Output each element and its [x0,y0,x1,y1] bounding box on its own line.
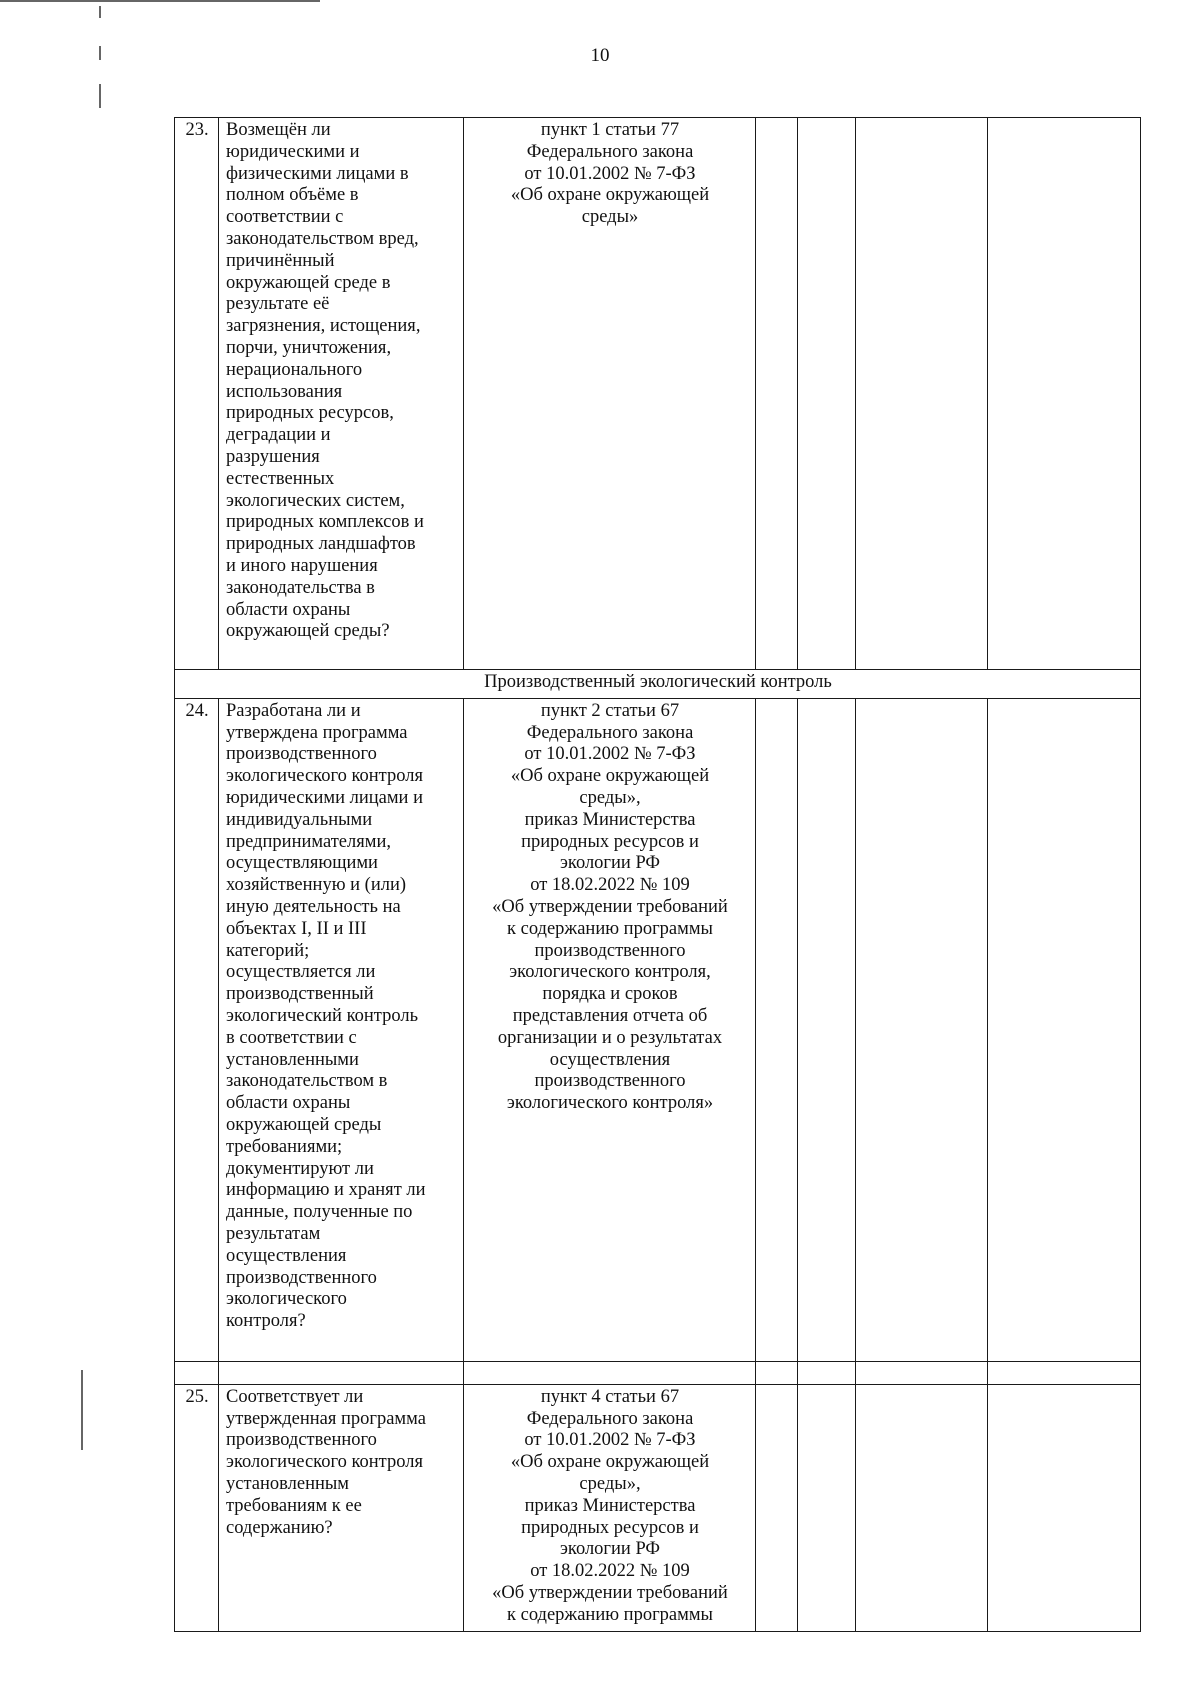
row-number: 24. [175,698,219,1361]
requirement-question: Соответствует ли утвержденная программа производственного экологического контроля установленным требованиям к ее содержанию? [219,1384,464,1631]
note-cell[interactable] [988,1384,1141,1631]
row-number: 23. [175,118,219,670]
legal-basis: пункт 2 статьи 67 Федерального закона от 10.01.2002 № 7-ФЗ «Об охране окружающей среды», приказ Министерства природных ресурсов и экологии РФ от 18.02.2022 № 109 «Об утверждении требований к содержанию программы производственного экологического контроля, порядка и сроков представления отчета об организации и о результатах осуществления производственного экологического контроля» [464,698,756,1361]
scan-artifact-top-line [0,0,320,2]
section-title: Производственный экологический контроль [175,670,1141,699]
table-row [175,1384,1141,1631]
answer-yes-cell[interactable] [756,1384,798,1631]
legal-basis: пункт 1 статьи 77 Федерального закона от 10.01.2002 № 7-ФЗ «Об охране окружающей среды» [464,118,756,670]
page-number: 10 [590,45,610,66]
table-row [175,118,1141,670]
scan-artifact-mark [99,6,101,18]
scan-artifact-mark [81,1370,83,1450]
row-number: 25. [175,1384,219,1631]
requirement-question: Возмещён ли юридическими и физическими лицами в полном объёме в соответствии с законодательством вред, причинённый окружающей среде в результате её загрязнения, истощения, порчи, уничтожения, нерационального использования природных ресурсов, деградации и разрушения естественных экологических систем, природных комплексов и природных ландшафтов и иного нарушения законодательства в области охраны окружающей среды? [219,118,464,670]
answer-no-cell[interactable] [798,118,856,670]
spacer-cell [856,1361,988,1384]
table-spacer-row [175,1361,1141,1384]
section-header-row [175,670,1141,699]
note-cell[interactable] [988,118,1141,670]
checklist-table [174,117,1141,1632]
requirement-question: Разработана ли и утверждена программа производственного экологического контроля юридическими лицами и индивидуальными предпринимателями, осуществляющими хозяйственную и (или) иную деятельность на объектах I, II и III категорий; осуществляется ли производственный экологический контроль в соответствии с установленными законодательством в области охраны окружающей среды требованиями; документируют ли информацию и хранят ли данные, полученные по результатам осуществления производственного экологического контроля? [219,698,464,1361]
note-cell[interactable] [988,698,1141,1361]
answer-not-applicable-cell[interactable] [856,698,988,1361]
answer-not-applicable-cell[interactable] [856,1384,988,1631]
spacer-cell [175,1361,219,1384]
answer-yes-cell[interactable] [756,698,798,1361]
answer-no-cell[interactable] [798,1384,856,1631]
spacer-cell [988,1361,1141,1384]
scan-artifact-mark [99,84,101,108]
spacer-cell [219,1361,464,1384]
answer-no-cell[interactable] [798,698,856,1361]
answer-yes-cell[interactable] [756,118,798,670]
legal-basis: пункт 4 статьи 67 Федерального закона от 10.01.2002 № 7-ФЗ «Об охране окружающей среды», приказ Министерства природных ресурсов и экологии РФ от 18.02.2022 № 109 «Об утверждении требований к содержанию программы [464,1384,756,1631]
spacer-cell [464,1361,756,1384]
spacer-cell [756,1361,798,1384]
table-row [175,698,1141,1361]
answer-not-applicable-cell[interactable] [856,118,988,670]
spacer-cell [798,1361,856,1384]
